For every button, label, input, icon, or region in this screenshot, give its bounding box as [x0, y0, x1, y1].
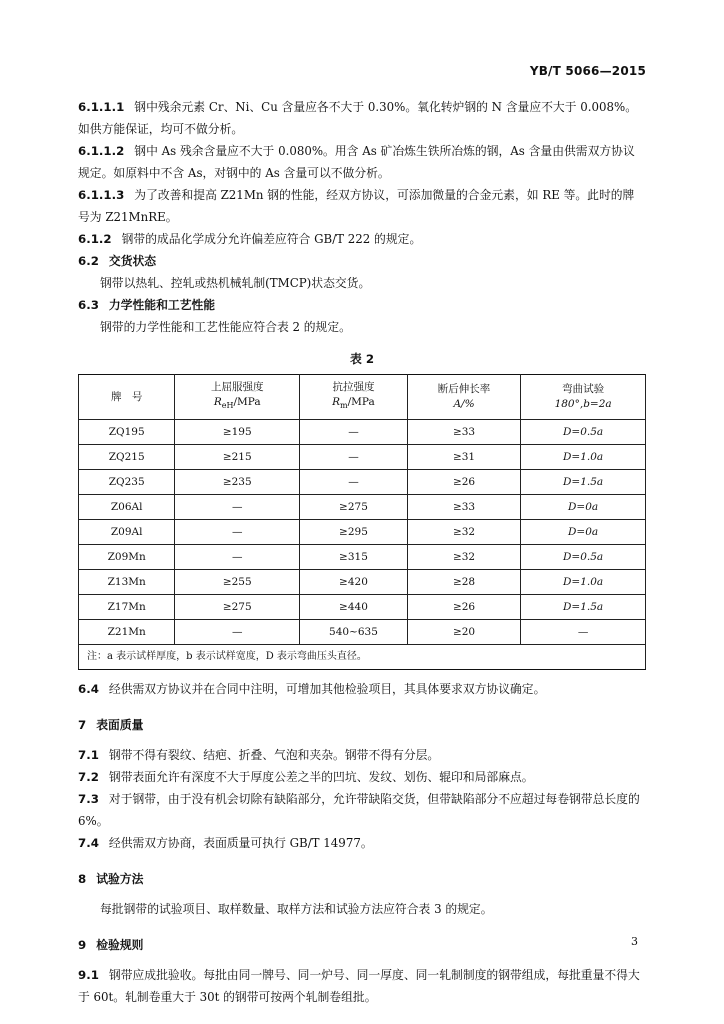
table-cell: ≥20	[407, 620, 520, 645]
table-cell: ≥33	[407, 495, 520, 520]
clause-text: 钢带应成批验收。每批由同一牌号、同一炉号、同一厚度、同一轧制制度的钢带组成，每批重量不得大于 60t。轧制卷重大于 30t 的钢带可按两个轧制卷组批。	[78, 968, 640, 1004]
clause-number: 6.1.1.3	[78, 188, 125, 202]
table-row	[79, 445, 646, 470]
table-cell: ≥295	[300, 520, 408, 545]
table-row	[79, 520, 646, 545]
section-6-3-heading	[78, 294, 646, 316]
clause-number: 6.1.1.1	[78, 100, 125, 114]
table-cell: D=1.0a	[521, 570, 646, 595]
table-cell: ZQ195	[79, 420, 175, 445]
table-2	[78, 374, 646, 670]
table-cell: —	[300, 470, 408, 495]
section-title: 试验方法	[96, 872, 144, 886]
header-elongation: 断后伸长率 A/%	[407, 375, 520, 420]
table-cell: ≥275	[300, 495, 408, 520]
table-cell: ≥275	[175, 595, 300, 620]
table-cell: ZQ235	[79, 470, 175, 495]
table-cell: ≥28	[407, 570, 520, 595]
table-row	[79, 495, 646, 520]
section-number: 6.3	[78, 298, 99, 312]
table-cell: —	[175, 545, 300, 570]
clause-text: 对于钢带，由于没有机会切除有缺陷部分，允许带缺陷交货，但带缺陷部分不应超过每卷钢带总长度的 6%。	[78, 792, 640, 828]
table-row	[79, 620, 646, 645]
clause-number: 6.4	[78, 682, 99, 696]
clause-text: 钢中 As 残余含量应不大于 0.080%。用含 As 矿冶炼生铁所冶炼的钢，As 含量由供需双方协议规定。如原料中不含 As，对钢中的 As 含量可以不做分析。	[78, 144, 635, 180]
header-yield-strength: 上屈服强度 $R_{eH}$/MPa	[175, 375, 300, 420]
table-header-row	[79, 375, 646, 420]
section-title: 表面质量	[96, 718, 144, 732]
table-cell: D=1.5a	[521, 595, 646, 620]
table-cell: 540~635	[300, 620, 408, 645]
table-cell: D=0a	[521, 495, 646, 520]
table-note: 注：a 表示试样厚度，b 表示试样宽度，D 表示弯曲压头直径。	[79, 645, 646, 670]
table-cell: —	[521, 620, 646, 645]
standard-number: YB/T 5066—2015	[529, 64, 646, 78]
section-number: 7	[78, 718, 87, 732]
clause-text: 钢带表面允许有深度不大于厚度公差之半的凹坑、发纹、划伤、辊印和局部麻点。	[108, 770, 534, 784]
paragraph-6-1-2	[78, 228, 646, 250]
table-cell: —	[300, 420, 408, 445]
section-6-3-text: 钢带的力学性能和工艺性能应符合表 2 的规定。	[100, 320, 351, 334]
table-row	[79, 595, 646, 620]
section-title: 检验规则	[96, 938, 144, 952]
table-cell: —	[175, 520, 300, 545]
table-2-title: 表 2	[349, 352, 375, 366]
table-note-row	[79, 645, 646, 670]
table-cell: —	[300, 445, 408, 470]
section-number: 9	[78, 938, 87, 952]
clause-number: 7.2	[78, 770, 99, 784]
section-title: 力学性能和工艺性能	[108, 298, 216, 312]
header-tensile-strength: 抗拉强度 $R_m$/MPa	[300, 375, 408, 420]
table-cell: ≥440	[300, 595, 408, 620]
section-6-2-heading	[78, 250, 646, 272]
table-row	[79, 470, 646, 495]
paragraph-6-4	[78, 678, 646, 700]
header-bend-test: 弯曲试验 180°,b=2a	[521, 375, 646, 420]
table-cell: ≥33	[407, 420, 520, 445]
section-6-2-text: 钢带以热轧、控轧或热机械轧制(TMCP)状态交货。	[100, 276, 371, 290]
table-cell: ≥26	[407, 470, 520, 495]
table-cell: D=1.0a	[521, 445, 646, 470]
clause-number: 6.1.1.2	[78, 144, 125, 158]
table-cell: Z17Mn	[79, 595, 175, 620]
table-cell: Z06Al	[79, 495, 175, 520]
table-cell: ≥32	[407, 545, 520, 570]
table-cell: ≥26	[407, 595, 520, 620]
table-cell: ≥235	[175, 470, 300, 495]
header-grade: 牌 号	[79, 375, 175, 420]
table-cell: D=0.5a	[521, 420, 646, 445]
paragraph-6-1-1-3	[78, 184, 646, 228]
table-cell: —	[175, 620, 300, 645]
document-body	[78, 96, 646, 1008]
table-cell: ≥315	[300, 545, 408, 570]
paragraph-6-1-1-2	[78, 140, 646, 184]
table-row	[79, 545, 646, 570]
table-row	[79, 420, 646, 445]
section-8-text: 每批钢带的试验项目、取样数量、取样方法和试验方法应符合表 3 的规定。	[100, 902, 493, 916]
table-cell: Z13Mn	[79, 570, 175, 595]
table-cell: ≥32	[407, 520, 520, 545]
paragraph-7-1	[78, 744, 646, 766]
table-cell: ≥255	[175, 570, 300, 595]
clause-number: 9.1	[78, 968, 99, 982]
clause-text: 钢带的成品化学成分允许偏差应符合 GB/T 222 的规定。	[121, 232, 422, 246]
table-cell: Z09Al	[79, 520, 175, 545]
table-body	[79, 420, 646, 645]
clause-number: 7.4	[78, 836, 99, 850]
section-7-heading	[78, 714, 646, 736]
paragraph-7-3	[78, 788, 646, 832]
table-cell: D=0a	[521, 520, 646, 545]
clause-text: 经供需双方协商，表面质量可执行 GB/T 14977。	[108, 836, 373, 850]
paragraph-6-1-1-1	[78, 96, 646, 140]
clause-number: 7.1	[78, 748, 99, 762]
paragraph-9-1	[78, 964, 646, 1008]
section-number: 6.2	[78, 254, 99, 268]
table-cell: —	[175, 495, 300, 520]
clause-number: 6.1.2	[78, 232, 112, 246]
clause-text: 钢中残余元素 Cr、Ni、Cu 含量应各不大于 0.30%。氧化转炉钢的 N 含量应不大于 0.008%。如供方能保证，均可不做分析。	[78, 100, 638, 136]
clause-text: 经供需双方协议并在合同中注明，可增加其他检验项目，其具体要求双方协议确定。	[108, 682, 546, 696]
table-cell: Z21Mn	[79, 620, 175, 645]
table-cell: ≥420	[300, 570, 408, 595]
paragraph-7-2	[78, 766, 646, 788]
clause-text: 为了改善和提高 Z21Mn 钢的性能，经双方协议，可添加微量的合金元素，如 RE 等。此时的牌号为 Z21MnRE。	[78, 188, 635, 224]
table-row	[79, 570, 646, 595]
clause-number: 7.3	[78, 792, 99, 806]
section-title: 交货状态	[108, 254, 157, 268]
clause-text: 钢带不得有裂纹、结疤、折叠、气泡和夹杂。钢带不得有分层。	[108, 748, 440, 762]
table-cell: ≥31	[407, 445, 520, 470]
section-number: 8	[78, 872, 87, 886]
paragraph-7-4	[78, 832, 646, 854]
page-number: 3	[631, 935, 638, 948]
table-cell: D=1.5a	[521, 470, 646, 495]
table-cell: ≥195	[175, 420, 300, 445]
table-cell: Z09Mn	[79, 545, 175, 570]
section-9-heading	[78, 934, 646, 956]
table-cell: ZQ215	[79, 445, 175, 470]
table-cell: D=0.5a	[521, 545, 646, 570]
table-cell: ≥215	[175, 445, 300, 470]
section-8-heading	[78, 868, 646, 890]
